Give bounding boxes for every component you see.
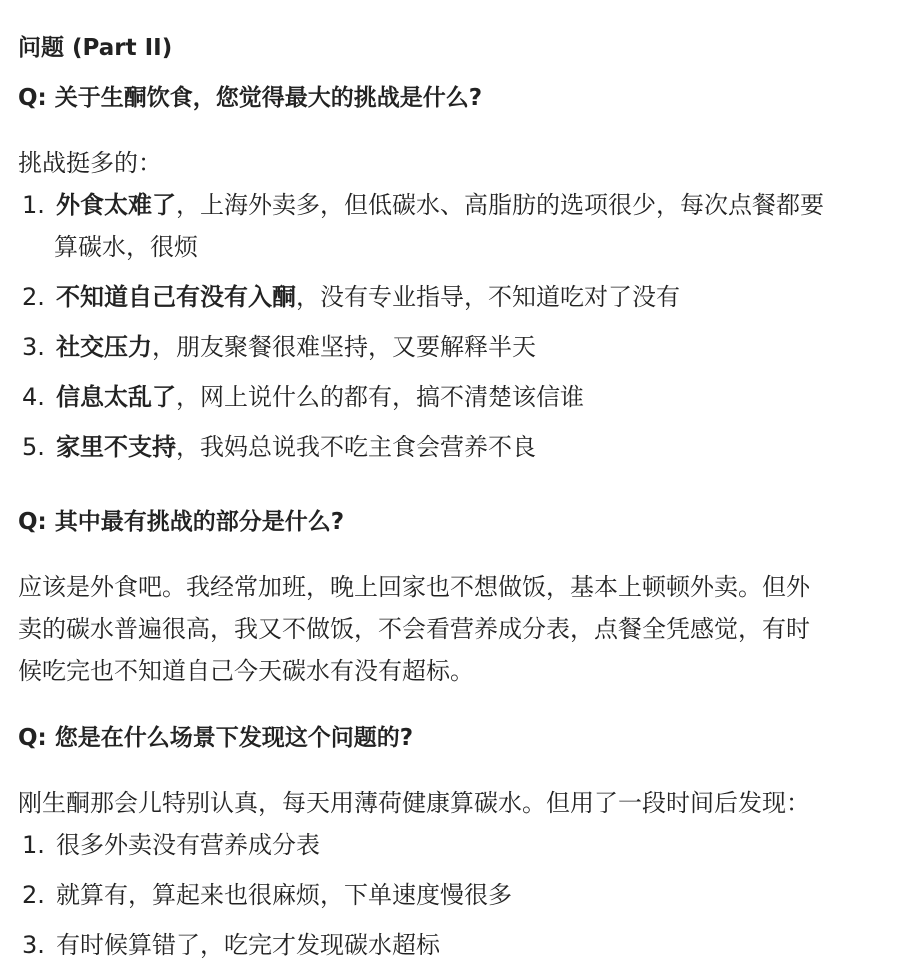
list-number: 1. bbox=[22, 191, 45, 219]
list-number: 2. bbox=[22, 283, 45, 311]
list-item-text: ，网上说什么的都有，搞不清楚该信谁 bbox=[176, 383, 584, 411]
list-number: 3. bbox=[22, 333, 45, 361]
list-number: 3. bbox=[22, 931, 45, 959]
list-item-bold: 社交压力 bbox=[56, 333, 152, 361]
list-item bbox=[22, 382, 584, 412]
q1-intro: 挑战挺多的： bbox=[18, 149, 162, 177]
list-item-text: ，上海外卖多，但低碳水、高脂肪的选项很少，每次点餐都要 bbox=[176, 191, 824, 219]
paragraph-line: 应该是外食吧。我经常加班，晚上回家也不想做饭，基本上顿顿外卖。但外 bbox=[18, 573, 810, 601]
list-item-text: 有时候算错了，吃完才发现碳水超标 bbox=[56, 931, 440, 959]
list-item-bold: 外食太难了 bbox=[56, 191, 176, 219]
list-item-continuation: 算碳水，很烦 bbox=[54, 233, 198, 261]
list-item bbox=[22, 282, 680, 312]
paragraph-line: 候吃完也不知道自己今天碳水有没有超标。 bbox=[18, 657, 474, 685]
list-number: 5. bbox=[22, 433, 45, 461]
list-item-text: ，朋友聚餐很难坚持，又要解释半天 bbox=[152, 333, 536, 361]
list-item-text: 就算有，算起来也很麻烦，下单速度慢很多 bbox=[56, 881, 512, 909]
list-item bbox=[22, 190, 824, 220]
list-number: 4. bbox=[22, 383, 45, 411]
question-1: Q: 关于生酮饮食，您觉得最大的挑战是什么? bbox=[18, 85, 483, 111]
question-2: Q: 其中最有挑战的部分是什么? bbox=[18, 509, 345, 535]
section-title: 问题 (Part II) bbox=[18, 35, 173, 61]
list-item bbox=[22, 930, 440, 960]
list-item bbox=[22, 830, 320, 860]
list-item-text: ，我妈总说我不吃主食会营养不良 bbox=[176, 433, 536, 461]
list-item-bold: 不知道自己有没有入酮 bbox=[56, 283, 296, 311]
list-item-text: ，没有专业指导，不知道吃对了没有 bbox=[296, 283, 680, 311]
list-number: 2. bbox=[22, 881, 45, 909]
paragraph-line: 卖的碳水普遍很高，我又不做饭，不会看营养成分表，点餐全凭感觉，有时 bbox=[18, 615, 810, 643]
list-item-text: 很多外卖没有营养成分表 bbox=[56, 831, 320, 859]
list-item-bold: 家里不支持 bbox=[56, 433, 176, 461]
list-item bbox=[22, 432, 536, 462]
list-item bbox=[22, 332, 536, 362]
q3-intro: 刚生酮那会儿特别认真，每天用薄荷健康算碳水。但用了一段时间后发现： bbox=[18, 789, 810, 817]
list-number: 1. bbox=[22, 831, 45, 859]
list-item bbox=[22, 880, 512, 910]
list-item-bold: 信息太乱了 bbox=[56, 383, 176, 411]
question-3: Q: 您是在什么场景下发现这个问题的? bbox=[18, 725, 414, 751]
